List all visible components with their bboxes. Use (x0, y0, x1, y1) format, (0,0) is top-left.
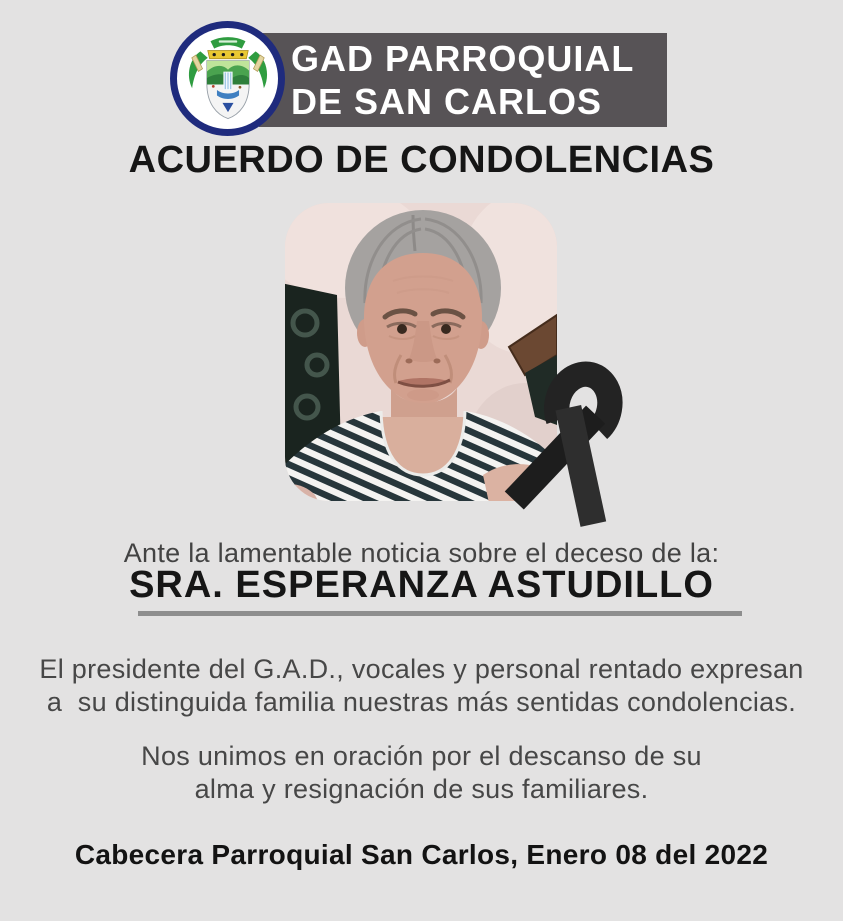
gad-crest-logo (170, 21, 285, 136)
page-title: ACUERDO DE CONDOLENCIAS (128, 139, 715, 181)
org-name-line2: DE SAN CARLOS (291, 81, 603, 122)
intro-line: Ante la lamentable noticia sobre el deceso de la: (123, 538, 720, 568)
message-line: alma y resignación de sus familiares. (194, 774, 649, 804)
divider-rule (138, 611, 742, 616)
footer-date-line: Cabecera Parroquial San Carlos, Enero 08 del 2022 (74, 839, 769, 870)
org-name-line1: GAD PARROQUIAL (291, 38, 635, 79)
condolence-paragraph-2 (0, 740, 843, 806)
deceased-name: SRA. ESPERANZA ASTUDILLO (129, 564, 714, 606)
message-line: El presidente del G.A.D., vocales y personal rentado expresan (39, 654, 804, 684)
coat-of-arms-icon (182, 33, 274, 125)
message-line: Nos unimos en oración por el descanso de su (141, 741, 702, 771)
condolence-paragraph-1 (0, 653, 843, 719)
message-line: a su distinguida familia nuestras más sentidas condolencias. (46, 687, 797, 717)
header-banner (259, 33, 667, 127)
mourning-ribbon-icon (498, 354, 650, 532)
